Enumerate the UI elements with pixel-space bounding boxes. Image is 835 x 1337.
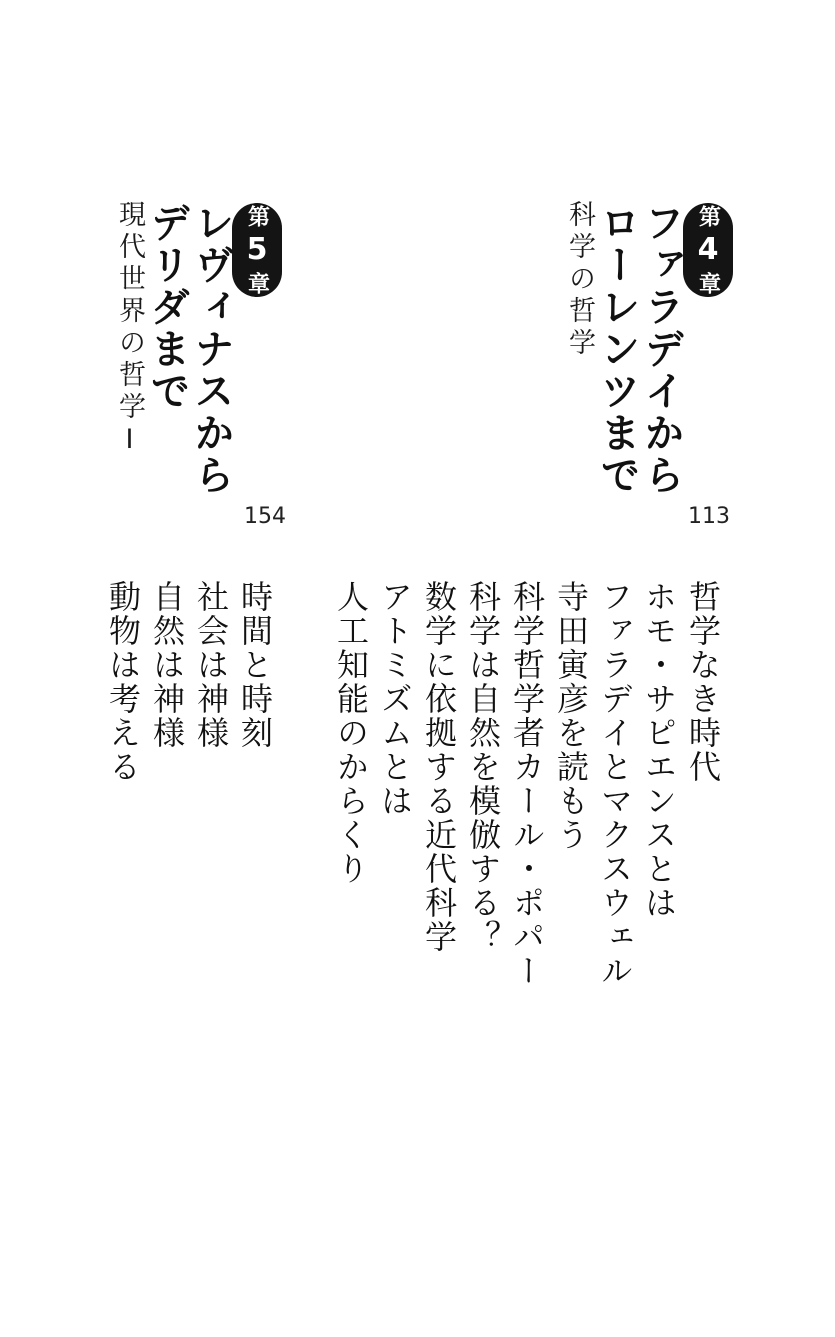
section-item[interactable]: アトミズムとは: [376, 580, 414, 818]
chapter-4-section-list: [329, 580, 725, 988]
section-item[interactable]: 社会は神様: [192, 580, 230, 750]
section-item[interactable]: 数学に依拠する近代科学: [420, 580, 458, 954]
section-item[interactable]: 時間と時刻: [236, 580, 274, 750]
chapter-5-badge-suffix: 章: [244, 272, 270, 295]
section-item[interactable]: 哲学なき時代: [684, 580, 722, 784]
section-item[interactable]: 科学は自然を模倣する？: [464, 580, 502, 954]
chapter-5-title-line2[interactable]: デリダまで: [144, 202, 190, 412]
chapter-4-subtitle: 科学の哲学: [564, 200, 595, 360]
section-item[interactable]: 自然は神様: [148, 580, 186, 750]
chapter-5-badge-prefix: 第: [244, 205, 270, 228]
chapter-5-page-number: 154: [244, 504, 286, 529]
section-item[interactable]: 寺田寅彦を読もう: [552, 580, 590, 852]
chapter-5-subtitle: 現代世界の哲学Ⅰ: [114, 200, 145, 460]
section-item[interactable]: ホモ・サピエンスとは: [640, 580, 678, 920]
section-item[interactable]: 動物は考える: [104, 580, 142, 784]
chapter-4-title-line2[interactable]: ローレンツまで: [594, 202, 640, 496]
section-item[interactable]: 人工知能のからくり: [332, 580, 370, 886]
section-item[interactable]: 科学哲学者カール・ポパー: [508, 580, 546, 988]
chapter-4-page-number: 113: [688, 504, 730, 529]
chapter-4-badge-prefix: 第: [695, 205, 721, 228]
chapter-5-section-list: [101, 580, 277, 980]
chapter-4-title-line1[interactable]: ファラデイから: [638, 202, 684, 496]
chapter-4-badge: [683, 203, 733, 297]
chapter-5-title-line1[interactable]: レヴィナスから: [188, 202, 234, 496]
chapter-5-badge-number: 5: [239, 232, 275, 268]
chapter-5-badge: [232, 203, 282, 297]
chapter-4-badge-number: 4: [690, 232, 726, 268]
section-item[interactable]: ファラデイとマクスウェル: [596, 580, 634, 988]
chapter-4-badge-suffix: 章: [695, 272, 721, 295]
